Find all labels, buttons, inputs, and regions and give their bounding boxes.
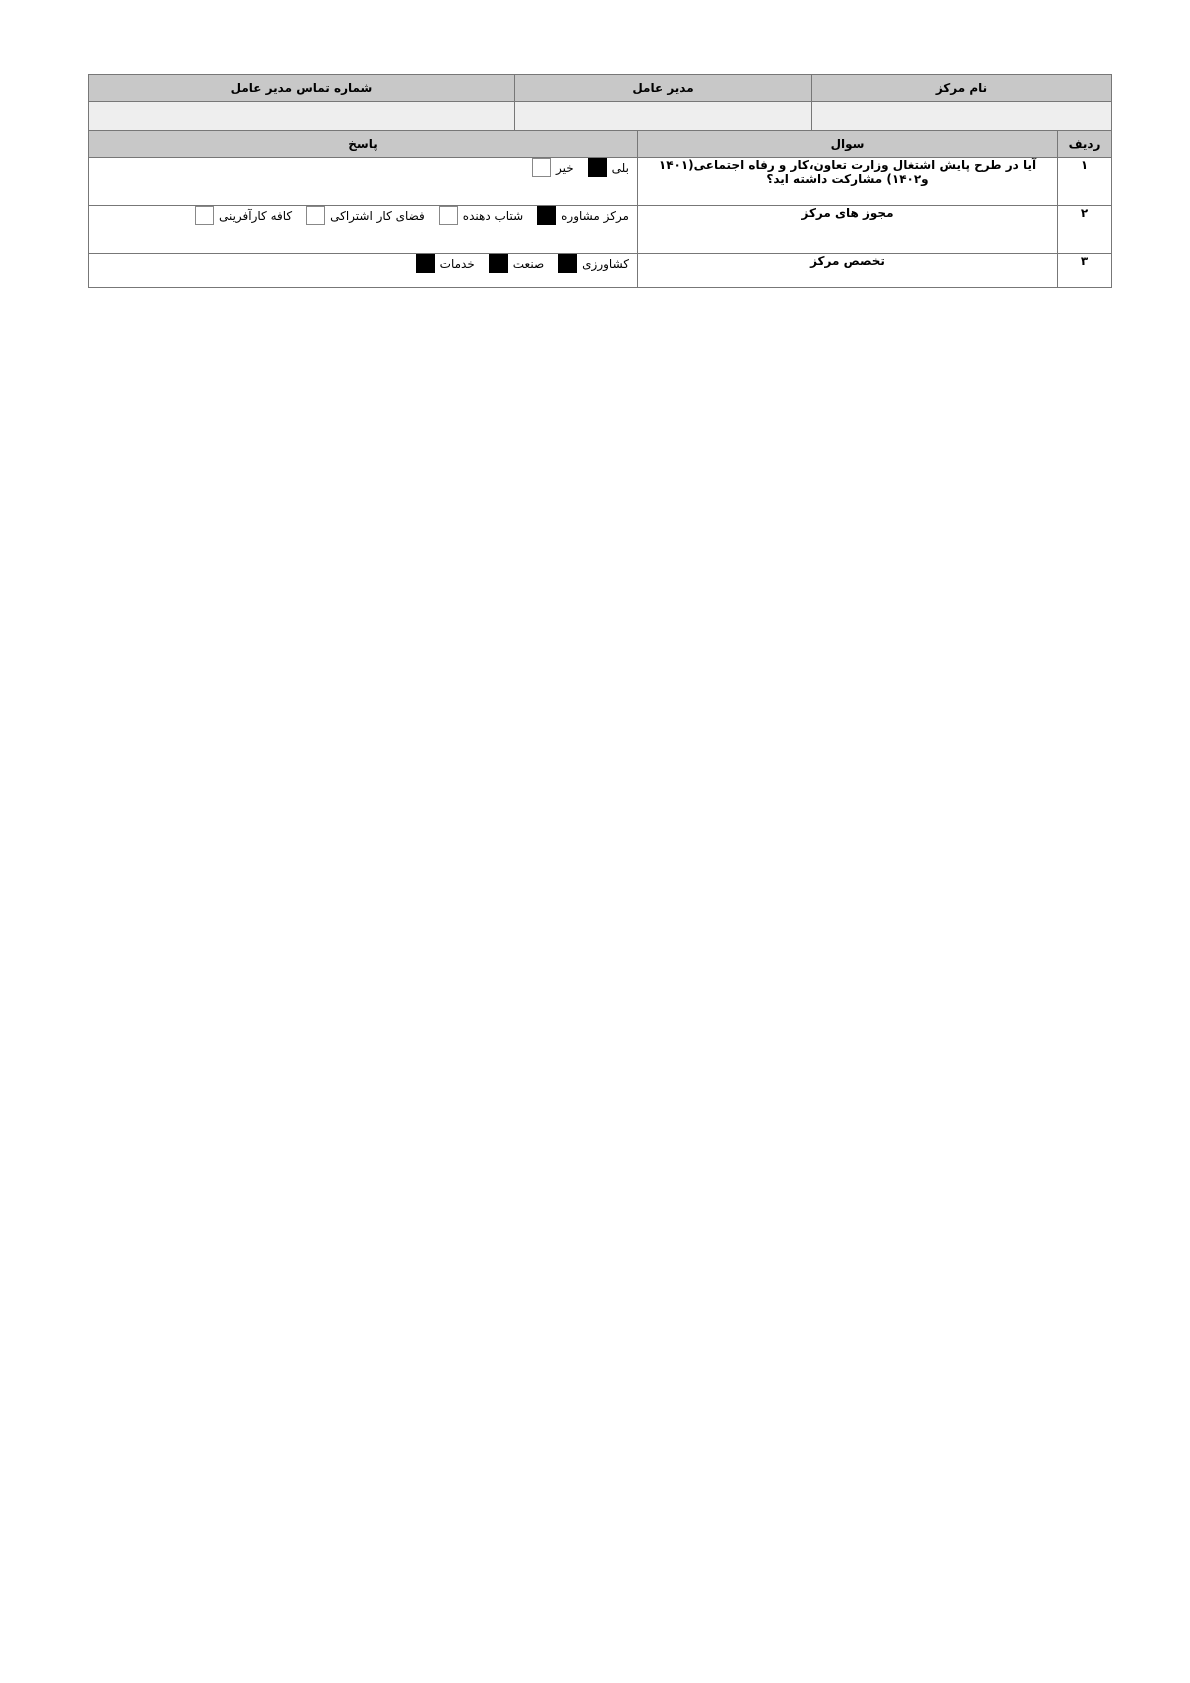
row-number: ۲: [1058, 206, 1112, 254]
questions-table: [88, 130, 1112, 288]
checkbox-option[interactable]: [489, 254, 544, 273]
question-text: تخصص مرکز: [638, 254, 1058, 288]
checkbox[interactable]: [532, 158, 551, 177]
checkbox-option[interactable]: [439, 206, 523, 225]
checkbox-label: مرکز مشاوره: [561, 208, 629, 223]
column-answer: پاسخ: [89, 131, 638, 158]
checkbox[interactable]: [588, 158, 607, 177]
row-number: ۱: [1058, 158, 1112, 206]
answer-cell: [89, 206, 638, 254]
checkbox-option[interactable]: [306, 206, 425, 225]
checkbox[interactable]: [306, 206, 325, 225]
checkbox-label: شتاب دهنده: [462, 208, 524, 223]
checkbox[interactable]: [537, 206, 556, 225]
question-text: مجوز های مرکز: [638, 206, 1058, 254]
checkbox-option[interactable]: [532, 158, 574, 177]
managing-director-label: مدیر عامل: [515, 75, 812, 102]
checkbox-label: کافه کارآفرینی: [218, 208, 293, 223]
question-text: آیا در طرح پایش اشتغال وزارت تعاون،کار و رفاه اجتماعی(۱۴۰۱ و۱۴۰۲) مشارکت داشته اید؟: [638, 158, 1058, 206]
checkbox-option[interactable]: [537, 206, 629, 225]
checkbox-option[interactable]: [558, 254, 629, 273]
question-row: [89, 254, 1112, 288]
header-table: [88, 74, 1112, 133]
director-phone-field[interactable]: [89, 102, 515, 133]
checkbox-option[interactable]: [588, 158, 629, 177]
answer-cell: [89, 158, 638, 206]
checkbox[interactable]: [439, 206, 458, 225]
center-name-label: نام مرکز: [812, 75, 1112, 102]
checkbox-label: خدمات: [439, 256, 475, 271]
checkbox-label: بلی: [611, 160, 629, 175]
question-row: [89, 158, 1112, 206]
answer-cell: [89, 254, 638, 288]
row-number: ۳: [1058, 254, 1112, 288]
checkbox-option[interactable]: [416, 254, 475, 273]
checkbox[interactable]: [416, 254, 435, 273]
column-question: سوال: [638, 131, 1058, 158]
column-row: ردیف: [1058, 131, 1112, 158]
director-phone-label: شماره تماس مدیر عامل: [89, 75, 515, 102]
question-row: [89, 206, 1112, 254]
managing-director-field[interactable]: [515, 102, 812, 133]
checkbox-label: صنعت: [512, 256, 545, 271]
checkbox-label: فضای کار اشتراکی: [330, 208, 425, 223]
checkbox-label: کشاورزی: [582, 256, 629, 271]
checkbox[interactable]: [195, 206, 214, 225]
checkbox[interactable]: [558, 254, 577, 273]
center-name-field[interactable]: [812, 102, 1112, 133]
checkbox[interactable]: [489, 254, 508, 273]
checkbox-label: خیر: [556, 160, 574, 175]
checkbox-option[interactable]: [195, 206, 292, 225]
